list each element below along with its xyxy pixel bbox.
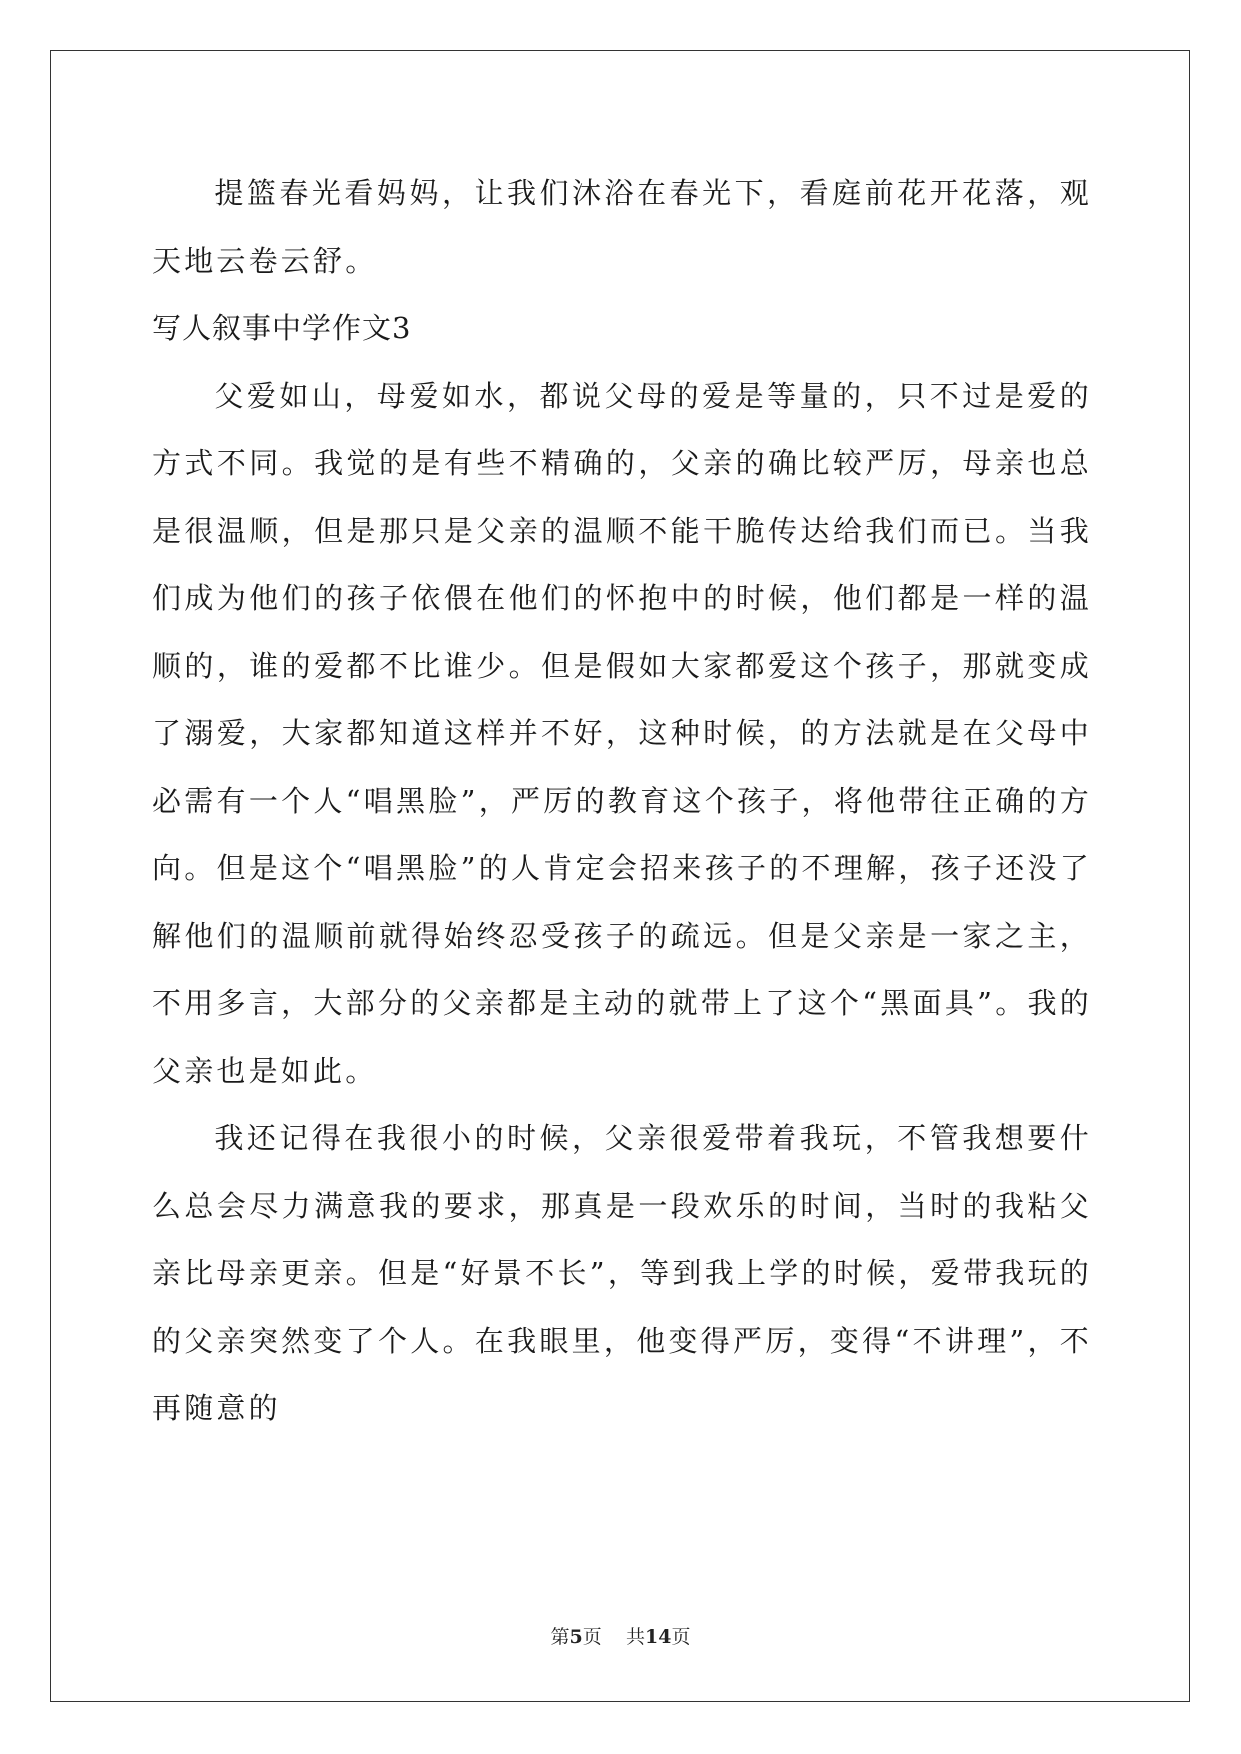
paragraph-1: 提篮春光看妈妈，让我们沐浴在春光下，看庭前花开花落，观天地云卷云舒。: [152, 176, 1092, 278]
footer-total-suffix: 页: [671, 1626, 691, 1648]
paragraph-2: 父爱如山，母爱如水，都说父母的爱是等量的，只不过是爱的方式不同。我觉的是有些不精确的，父亲的确比较严厉，母亲也总是很温顺，但是那只是父亲的温顺不能干脆传达给我们而已。当我们成为他们的孩子依偎在他们的怀抱中的时候，他们都是一样的温顺的，谁的爱都不比谁少。但是假如大家都爱这个孩子，那就变成了溺爱，大家都知道这样并不好，这种时候，的方法就是在父母中必需有一个人“唱黑脸”，严厉的教育这个孩子，将他带往正确的方向。但是这个“唱黑脸”的人肯定会招来孩子的不理解，孩子还没了解他们的温顺前就得始终忍受孩子的疏远。但是父亲是一家之主，不用多言，大部分的父亲都是主动的就带上了这个“黑面具”。我的父亲也是如此。: [152, 378, 1092, 1088]
section-heading: 写人叙事中学作文3: [152, 311, 412, 345]
footer-page-suffix: 页: [582, 1626, 602, 1648]
document-body: [152, 160, 1092, 1443]
footer-page-number: 5: [569, 1626, 583, 1648]
footer-total-prefix: 共: [625, 1626, 645, 1648]
paragraph-3: 我还记得在我很小的时候，父亲很爱带着我玩，不管我想要什么总会尽力满意我的要求，那真是一段欢乐的时间，当时的我粘父亲比母亲更亲。但是“好景不长”，等到我上学的时候，爱带我玩的的父亲突然变了个人。在我眼里，他变得严厉，变得“不讲理”，不再随意的: [152, 1121, 1092, 1425]
footer-total-pages: 14: [644, 1626, 672, 1648]
page-footer: [0, 1622, 1241, 1649]
footer-prefix: 第: [550, 1626, 570, 1648]
